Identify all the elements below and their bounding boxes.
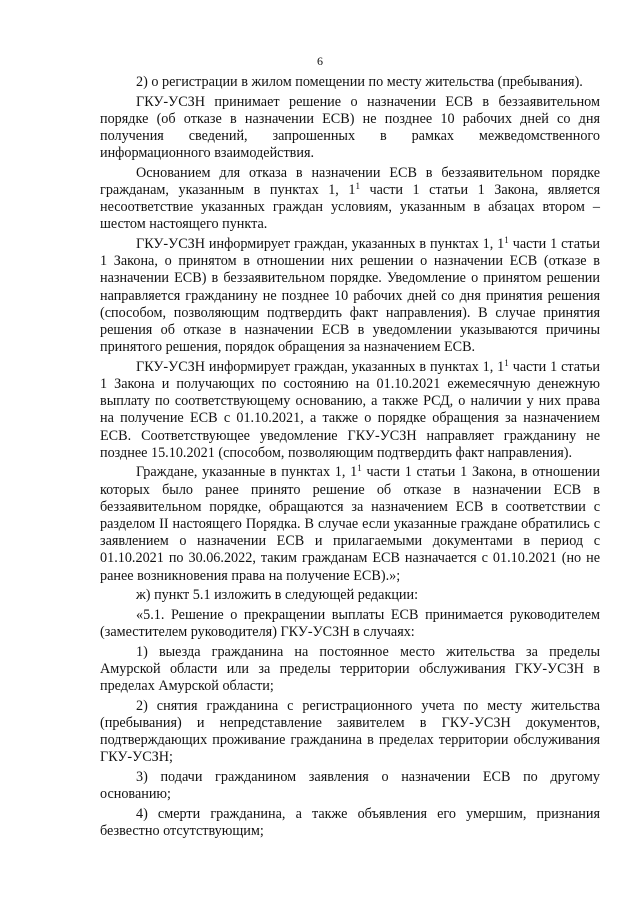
paragraph-text: части 1 статьи 1 Закона, в отношении которых было ранее принято решение об отказе в назначении ЕСВ в беззаявительном порядке, обращаются за назначением ЕСВ в соответствии с разделом II настоящего Порядка. В случае если указанные граждане обратились с заявлением о назначении ЕСВ и прилагаемыми документами в период с 01.10.2021 по 30.06.2022, таким гражданам ЕСВ назначается с 01.10.2021 (но не ранее возникновения права на получение ЕСВ).»; [100,464,600,584]
paragraph-text: части 1 статьи 1 Закона, является несоответствие указанных граждан условиям, указанным в абзацах втором – шестом настоящего пункта. [100,182,600,233]
paragraph [100,236,600,356]
paragraph-text: ГКУ-УСЗН информирует граждан, указанных в пунктах 1, 1 [136,236,505,252]
paragraph-text: ж) пункт 5.1 изложить в следующей редакции: [136,587,419,604]
page-number: 6 [317,54,323,68]
paragraph-text: ГКУ-УСЗН принимает решение о назначении ЕСВ в беззаявительном порядке (об отказе в назначении ЕСВ) не позднее 10 рабочих дней со дня получения сведений, запрошенных в рамках межведомственного информационного взаимодействия. [100,93,600,162]
paragraph [100,644,600,696]
paragraph [100,165,600,234]
paragraph [100,587,600,604]
paragraph-text: 4) смерти гражданина, а также объявления его умершим, признания безвестно отсутствующим; [100,805,600,839]
paragraph-text: ГКУ-УСЗН информирует граждан, указанных в пунктах 1, 1 [136,358,505,375]
paragraph-text: части 1 статьи 1 Закона и получающих по состоянию на 01.10.2021 ежемесячную денежную выплату по соответствующему основанию, а также РСД, о наличии у них права на получение ЕСВ с 01.10.2021, а также о порядке обращения за назначением ЕСВ. Соответствующее уведомление ГКУ-УСЗН направляет гражданину не позднее 15.10.2021 (способом, позволяющим подтвердить факт направления). [100,358,601,461]
paragraph [100,94,600,163]
paragraph [100,607,600,641]
paragraph-text: «5.1. Решение о прекращении выплаты ЕСВ принимается руководителем (заместителем руководителя) ГКУ-УСЗН в случаях: [100,606,600,641]
paragraph [100,464,600,584]
superscript: 1 [357,463,362,474]
superscript: 1 [504,235,509,245]
document-body [100,74,600,840]
paragraph [100,806,600,840]
superscript: 1 [355,181,360,191]
paragraph [100,74,600,91]
paragraph-text: Основанием для отказа в назначении ЕСВ в беззаявительном порядке гражданам, указанным в пунктах 1, 1 [100,164,600,198]
paragraph [100,698,600,767]
paragraph-text: 2) о регистрации в жилом помещении по месту жительства (пребывания). [136,74,583,90]
paragraph [100,359,600,462]
paragraph-text: 3) подачи гражданином заявления о назначении ЕСВ по другому основанию; [100,768,600,803]
paragraph-text: 2) снятия гражданина с регистрационного учета по месту жительства (пребывания) и непредставление заявителем в ГКУ-УСЗН документов, подтверждающих проживание гражданина в пределах территории обслуживания ГКУ-УСЗН; [100,697,600,766]
paragraph-text: части 1 статьи 1 Закона, о принятом в отношении них решении о назначении ЕСВ (отказе в назначении ЕСВ) в беззаявительном порядке. Уведомление о принятом решении направляется гражданину не позднее 10 рабочих дней со дня принятия решения (способом, позволяющим подтвердить факт направления). В случае принятия решения об отказе в назначении ЕСВ в уведомлении указываются причины принятого решения, порядок обращения за назначением ЕСВ. [100,236,601,356]
paragraph [100,769,600,803]
paragraph-text: Граждане, указанные в пунктах 1, 1 [136,464,358,481]
paragraph-text: 1) выезда гражданина на постоянное место жительства за пределы Амурской области или за пределы территории обслуживания ГКУ-УСЗН в пределах Амурской области; [100,643,600,695]
superscript: 1 [504,357,509,368]
